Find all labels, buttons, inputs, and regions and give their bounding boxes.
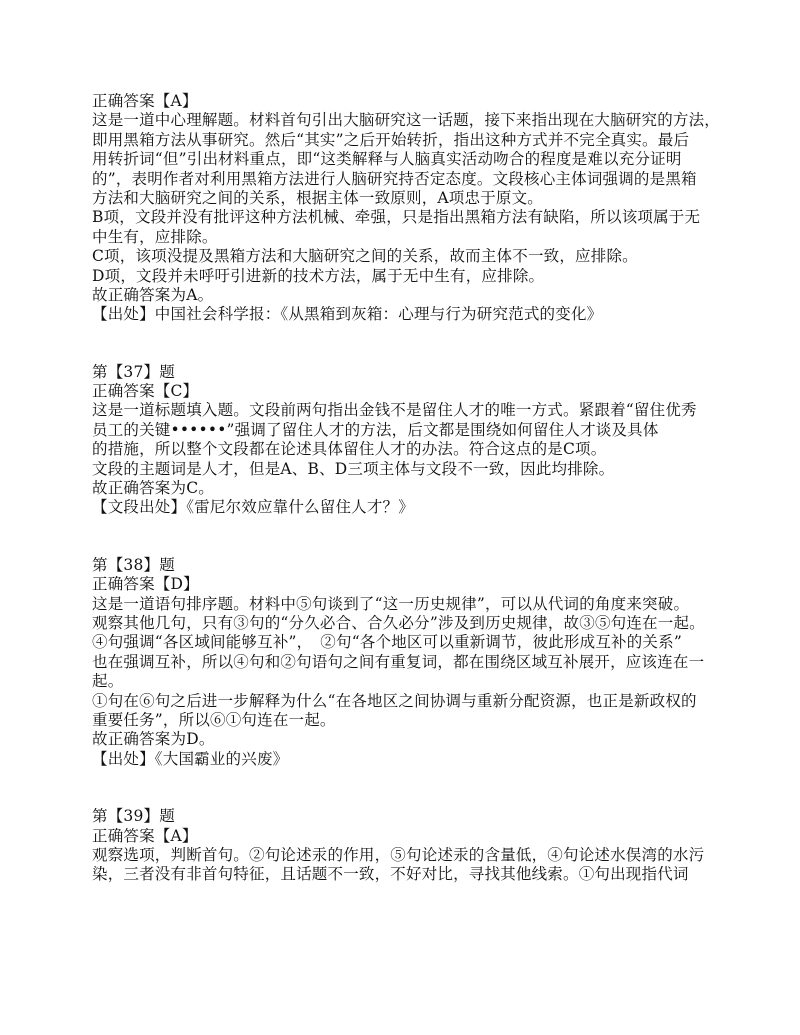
explanation-line: C项，该项没提及黑箱方法和大脑研究之间的关系，故而主体不一致，应排除。 [92,247,638,266]
answer-section-38 [92,556,722,769]
explanation-line: 也在强调互补，所以④句和②句语句之间有重复词，都在围绕区域互补展开，应该连在一 [92,652,705,671]
answer-line: 正确答案【C】 [92,382,199,401]
question-number: 第【39】题 [92,807,175,826]
answer-line: 正确答案【D】 [92,575,199,594]
source-line: 【文段出处】《雷尼尔效应靠什么留住人才？》 [92,498,414,517]
conclusion-line: 故正确答案为C。 [92,479,214,498]
answer-section-39 [92,807,722,885]
question-number: 第【38】题 [92,555,175,574]
explanation-line: 重要任务”，所以⑥①句连在一起。 [92,710,336,729]
source-line: 【出处】《大国霸业的兴废》 [92,749,289,768]
conclusion-line: 故正确答案为D。 [92,730,215,749]
explanation-line: 的”，表明作者对利用黑箱方法进行人脑研究持否定态度。文段核心主体词强调的是黑箱 [92,169,697,188]
explanation-line: 方法和大脑研究之间的关系，根据主体一致原则，A项忠于原文。 [92,188,543,207]
answer-line: 正确答案【A】 [92,826,198,845]
answer-section-37 [92,363,722,518]
answer-line: 正确答案【A】 [92,92,198,110]
section-gap [92,325,722,363]
explanation-line: 这是一道标题填入题。文段前两句指出金钱不是留住人才的唯一方式。紧跟着“留住优秀 [92,401,697,420]
explanation-line: 这是一道语句排序题。材料中⑤句谈到了“这一历史规律”，可以从代词的角度来突破。 [92,594,690,613]
explanation-line: B项，文段并没有批评这种方法机械、牵强，只是指出黑箱方法有缺陷，所以该项属于无 [92,208,701,227]
explanation-line: ④句强调“各区域间能够互补”， ②句“各个地区可以重新调节，彼此形成互补的关系” [92,633,682,652]
explanation-line: 观察选项，判断首句。②句论述汞的作用，⑤句论述汞的含量低，④句论述水俣湾的水污 [92,845,705,864]
explanation-line: 染，三者没有非首句特征，且话题不一致，不好对比，寻找其他线索。①句出现指代词 [92,865,689,884]
explanation-line: 用转折词“但”引出材料重点，即“这类解释与人脑真实活动吻合的程度是难以充分证明 [92,150,682,169]
explanation-line: 这是一道中心理解题。材料首句引出大脑研究这一话题，接下来指出现在大脑研究的方法， [92,111,721,130]
explanation-line: D项，文段并未呼吁引进新的技术方法，属于无中生有，应排除。 [92,266,545,285]
explanation-line: 的措施，所以整个文段都在论述具体留住人才的办法。符合这点的是C项。 [92,440,607,459]
source-line: 【出处】中国社会科学报：《从黑箱到灰箱：心理与行为研究范式的变化》 [92,305,603,324]
explanation-line: 观察其他几句，只有③句的“分久必合、合久必分”涉及到历史规律，故③⑤句连在一起。 [92,613,705,632]
document-page [92,92,722,885]
section-gap [92,518,722,556]
conclusion-line: 故正确答案为A。 [92,285,214,304]
answer-section-36 [92,92,722,325]
explanation-line: 文段的主题词是人才，但是A、B、D三项主体与文段不一致，因此均排除。 [92,459,615,478]
explanation-line: ①句在⑥句之后进一步解释为什么“在各地区之间协调与重新分配资源，也正是新政权的 [92,691,697,710]
section-gap [92,769,722,807]
explanation-line: 中生有，应排除。 [92,227,218,246]
question-number: 第【37】题 [92,362,175,381]
explanation-line: 即用黑箱方法从事研究。然后“其实”之后开始转折，指出这种方式并不完全真实。最后 [92,130,690,149]
explanation-line: 员工的关键••••••”强调了留住人才的方法，后文都是围绕如何留住人才谈及具体 [92,420,659,439]
explanation-line: 起。 [92,672,124,691]
